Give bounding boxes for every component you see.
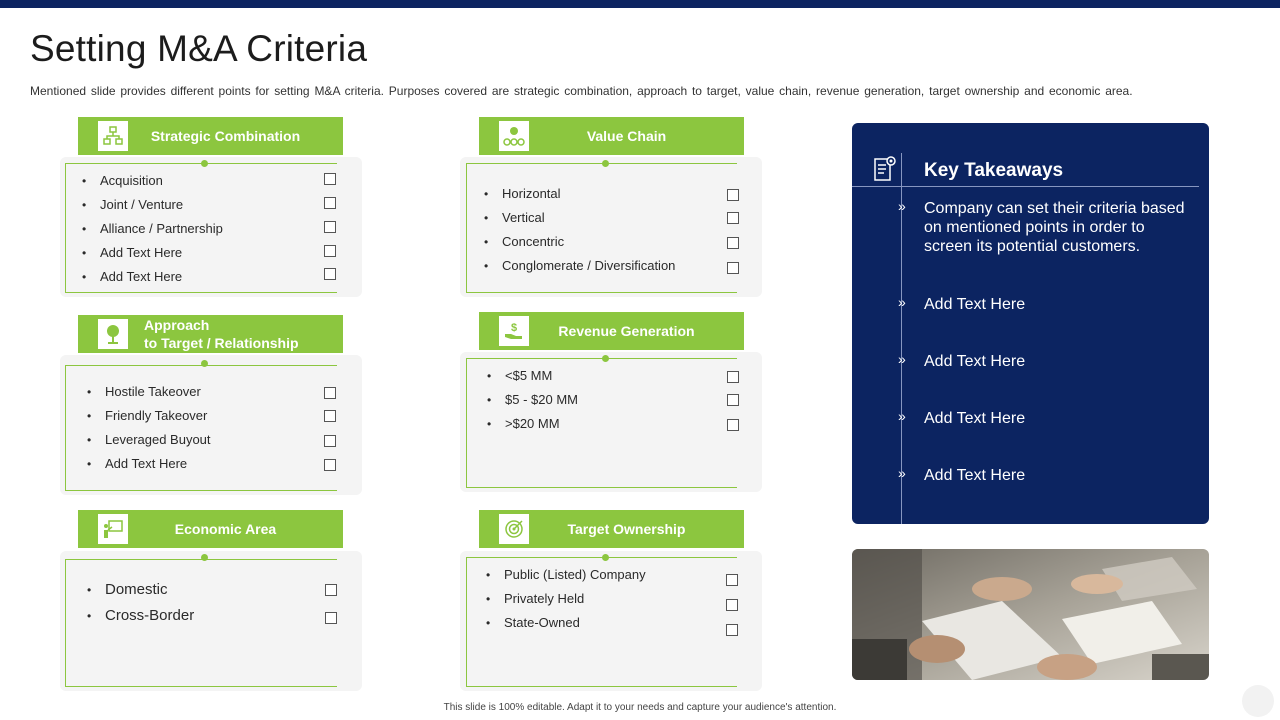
card-title: Economic Area: [174, 521, 277, 537]
money-hand-icon: [499, 316, 529, 346]
key-takeaways-panel: [852, 123, 1209, 524]
checkbox[interactable]: [324, 410, 336, 422]
card-title: Target Ownership: [567, 521, 686, 537]
page-subtitle: Mentioned slide provides different points for setting M&A criteria. Purposes covered are strategic combination, approach to target, value chain, revenue generation, target ownership and economic area.: [30, 84, 1133, 98]
connector-dot: [201, 360, 208, 367]
card-header: [479, 510, 744, 548]
meeting-photo: [852, 549, 1209, 680]
checkbox[interactable]: [726, 599, 738, 611]
card-title: Revenue Generation: [558, 323, 695, 339]
takeaway-item: Add Text Here: [924, 467, 1026, 484]
checkbox[interactable]: [727, 419, 739, 431]
value-chain-icon: [499, 121, 529, 151]
connector-dot: [602, 355, 609, 362]
takeaway-item: Add Text Here: [924, 353, 1026, 370]
list-item: • Alliance / Partnership: [82, 221, 223, 236]
connector-dot: [602, 554, 609, 561]
chevron-icon: »: [898, 408, 906, 424]
card-title: Strategic Combination: [150, 128, 301, 144]
list-item: • Concentric: [484, 234, 565, 249]
list-item: • <$5 MM: [487, 368, 553, 383]
top-band: [0, 0, 1280, 8]
card-header: [78, 117, 343, 155]
footer-note: This slide is 100% editable. Adapt it to your needs and capture your audience's attention.: [443, 702, 837, 713]
checkbox[interactable]: [727, 371, 739, 383]
list-item: • Conglomerate / Diversification: [484, 258, 676, 273]
checkbox[interactable]: [324, 221, 336, 233]
takeaway-item: Add Text Here: [924, 296, 1026, 313]
page-title: Setting M&A Criteria: [30, 28, 368, 69]
checkbox[interactable]: [324, 245, 336, 257]
chevron-icon: »: [898, 465, 906, 481]
list-item: • Friendly Takeover: [87, 408, 208, 423]
list-item: • Add Text Here: [87, 456, 188, 471]
card-title: Value Chain: [586, 128, 667, 144]
checkbox[interactable]: [324, 459, 336, 471]
presentation-icon: [98, 514, 128, 544]
checkbox[interactable]: [324, 435, 336, 447]
list-item: • Leveraged Buyout: [87, 432, 211, 447]
corner-circle: [1242, 685, 1274, 717]
list-item: • Hostile Takeover: [87, 384, 201, 399]
list-item: • $5 - $20 MM: [487, 392, 578, 407]
list-item: • Acquisition: [82, 173, 163, 188]
list-item: • Privately Held: [486, 591, 585, 606]
checkbox[interactable]: [727, 262, 739, 274]
key-takeaways-title: Key Takeaways: [924, 160, 1064, 181]
checkbox[interactable]: [324, 197, 336, 209]
checkbox[interactable]: [324, 268, 336, 280]
card-header: [479, 312, 744, 350]
card-header: [479, 117, 744, 155]
list-item: • Domestic: [87, 581, 168, 598]
list-item: • Horizontal: [484, 186, 561, 201]
checkbox[interactable]: [324, 387, 336, 399]
checkbox[interactable]: [324, 173, 336, 185]
checkbox[interactable]: [325, 584, 337, 596]
connector-dot: [201, 554, 208, 561]
chevron-icon: »: [898, 198, 906, 214]
list-item: • Add Text Here: [82, 269, 183, 284]
tree-icon: [98, 319, 128, 349]
list-item: • Vertical: [484, 210, 545, 225]
divider: [852, 186, 1199, 187]
card-header: [78, 510, 343, 548]
card-title: Approach to Target / Relationship: [144, 317, 299, 351]
list-item: • State-Owned: [486, 615, 580, 630]
checkbox[interactable]: [727, 189, 739, 201]
list-item: • Public (Listed) Company: [486, 567, 646, 582]
list-item: • Cross-Border: [87, 607, 195, 624]
takeaway-item: Company can set their criteria based on mentioned points in order to screen its potential customers.: [924, 200, 1185, 255]
checkbox[interactable]: [727, 237, 739, 249]
list-item: • >$20 MM: [487, 416, 560, 431]
svg-text:$: $: [511, 322, 518, 334]
card-header: [78, 315, 343, 353]
takeaway-item: Add Text Here: [924, 410, 1026, 427]
card-border: [466, 163, 737, 293]
checkbox[interactable]: [325, 612, 337, 624]
checkbox[interactable]: [727, 394, 739, 406]
chevron-icon: »: [898, 294, 906, 310]
chevron-icon: »: [898, 351, 906, 367]
target-icon: [499, 514, 529, 544]
checkbox[interactable]: [727, 212, 739, 224]
checkbox[interactable]: [726, 574, 738, 586]
list-item: • Add Text Here: [82, 245, 183, 260]
checklist-gear-icon: [872, 155, 898, 188]
org-chart-icon: [98, 121, 128, 151]
connector-dot: [602, 160, 609, 167]
list-item: • Joint / Venture: [82, 197, 184, 212]
checkbox[interactable]: [726, 624, 738, 636]
connector-dot: [201, 160, 208, 167]
